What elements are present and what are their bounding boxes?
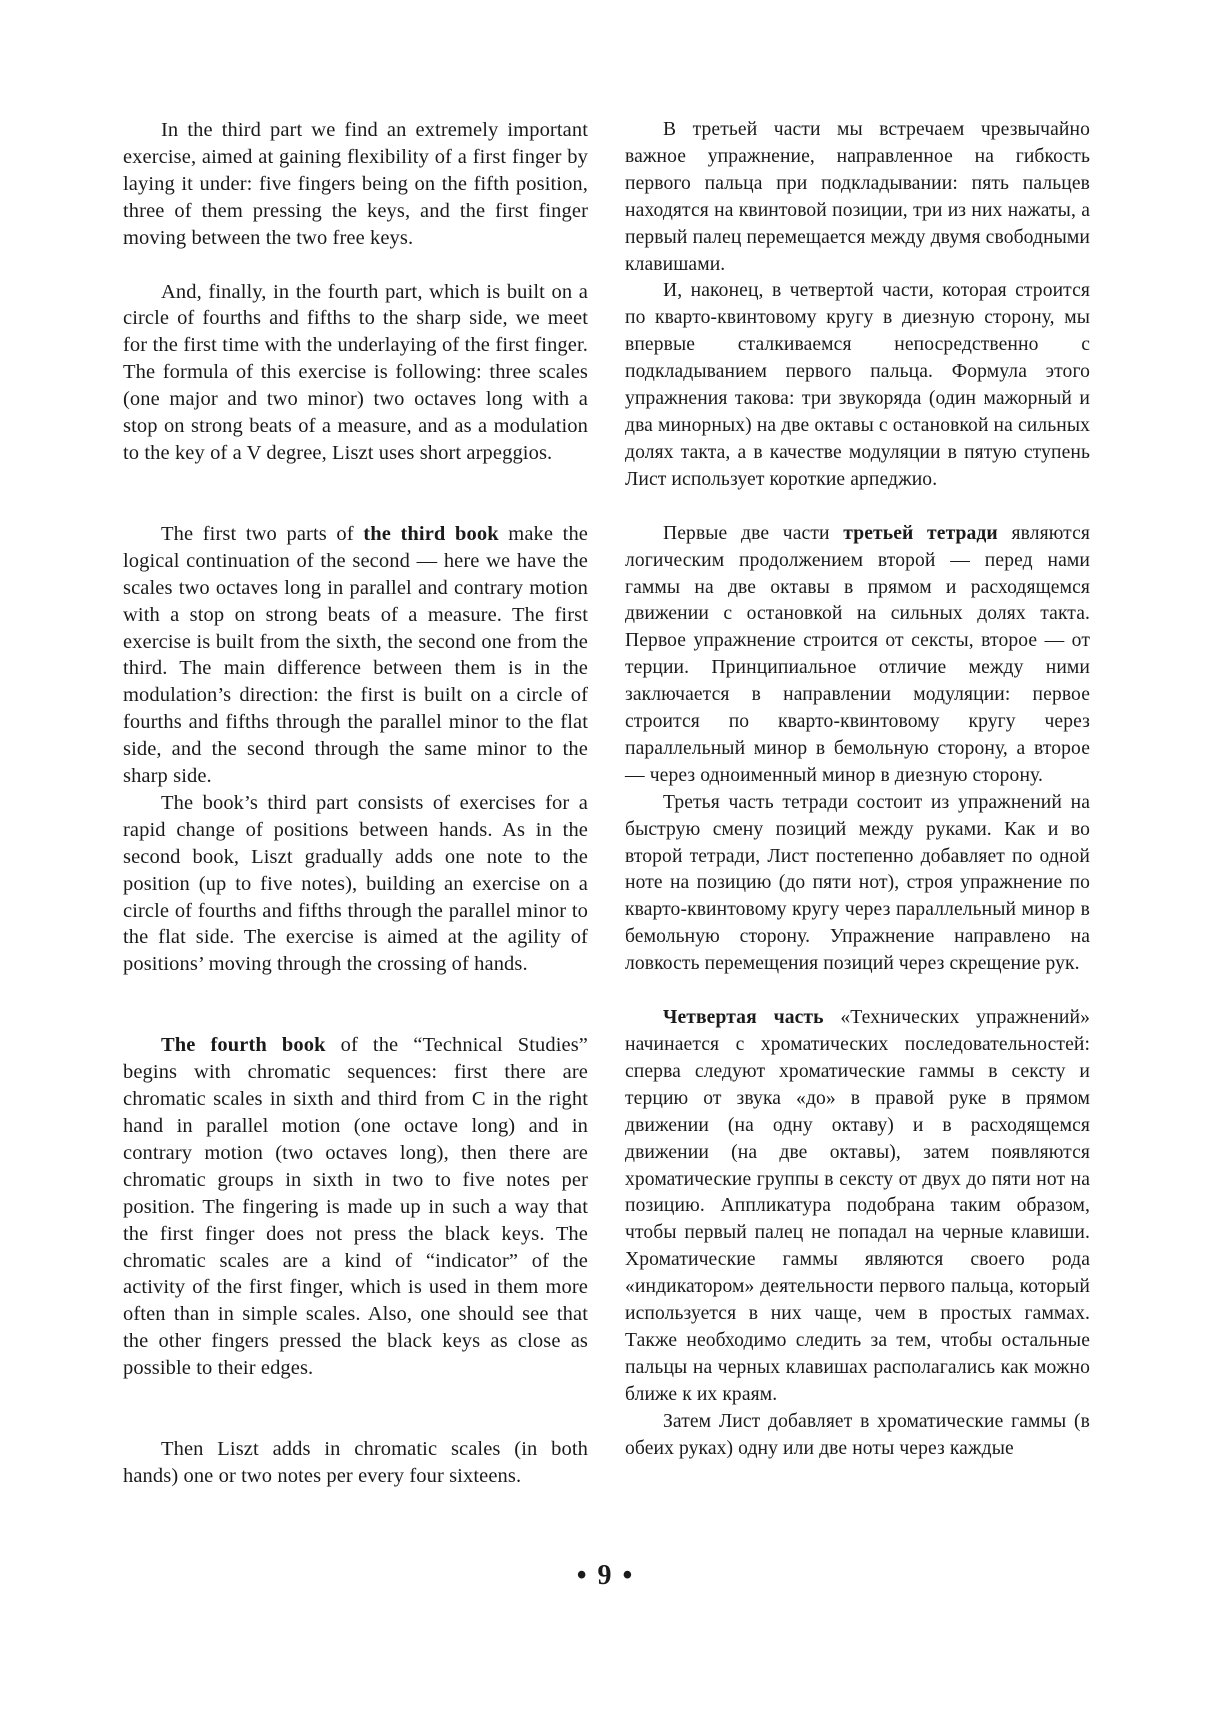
russian-fourth-part-emphasis: Четвертая часть xyxy=(663,1007,824,1029)
russian-paragraph-3 xyxy=(625,521,1090,790)
russian-paragraph-5 xyxy=(625,1005,1090,1409)
english-paragraph-5 xyxy=(123,1032,588,1382)
english-paragraph-1: In the third part we find an extremely important exercise, aimed at gaining flexibility of a first finger by laying it under: five fingers being on the fifth position, three of them pressing the keys, and the first finger moving between the two free keys. xyxy=(123,119,588,249)
russian-column xyxy=(625,117,1090,1463)
russian-paragraph-3-text-cont: являются логическим продолжением второй — перед нами гаммы на две октавы в прямом и расходящемся движении с остановкой на сильных долях такта. Первое упражнение строится от сексты, второе — от терции. Принципиальное отличие между ними заключается в направлении модуляции: первое строится по кварто-квинтовому кругу через параллельный минор в бемольную сторону, а второе — через одноименный минор в диезную сторону. xyxy=(625,522,1090,786)
english-paragraph-2: And, finally, in the fourth part, which is built on a circle of fourths and fifths to the sharp side, we meet for the first time with the underlaying of the first finger. The formula of this exercise is following: three scales (one major and two minor) two octaves long with a stop on strong beats of a measure, and as a modulation to the key of a V degree, Liszt uses short arpeggios. xyxy=(123,280,588,464)
page-number: • 9 • xyxy=(576,1560,635,1591)
english-paragraph-3-text-cont: make the logical continuation of the second — here we have the scales two octaves long in parallel and contrary motion with a stop on strong beats of a measure. The first exercise is built from the sixth, the second one from the third. The main difference between them is in the modulation’s direction: the first is built on a circle of fourths and fifths through the parallel minor to the flat side, and the second through the same minor to the sharp side. xyxy=(123,522,589,788)
russian-paragraph-4: Третья часть тетради состоит из упражнений на быструю смену позиций между руками. Как и во второй тетради, Лист постепенно добавляет по одной ноте на позицию (до пяти нот), строя упражнение по кварто-квинтовому кругу через параллельный минор в бемольную сторону. Упражнение направлено на ловкость перемещения позиций через скрещение рук. xyxy=(625,791,1090,975)
english-paragraph-3 xyxy=(123,521,588,790)
russian-third-book-emphasis: третьей тетради xyxy=(843,522,998,544)
russian-paragraph-6: Затем Лист добавляет в хроматические гаммы (в обеих руках) одну или две ноты через каждые xyxy=(625,1410,1090,1459)
english-column xyxy=(123,117,588,1490)
english-fourth-book-emphasis: The fourth book xyxy=(161,1034,326,1057)
english-third-book-emphasis: the third book xyxy=(363,522,499,545)
english-paragraph-5-text: of the “Technical Studies” begins with chromatic sequences: first there are chromatic scales in sixth and third from C in the right hand in parallel motion (one octave long) and in contrary motion (two octaves long), then there are chromatic groups in sixth in two to five notes per position. The fingering is made up in such a way that the first finger does not press the black keys. The chromatic scales are a kind of “indicator” of the activity of the first finger, which is used in them more often than in simple scales. Also, one should see that the other fingers pressed the black keys as close as possible to their edges. xyxy=(123,1034,589,1380)
russian-paragraph-5-text: «Технических упражнений» начинается с хроматических последовательностей: сперва следуют хроматические гаммы в сексту и терцию от звука «до» в правой руке в прямом движении (на одну октаву) и в расходящемся движении (на две октавы), затем появляются хроматические группы в сексту от двух до пяти нот на позицию. Аппликатура подобрана таким образом, чтобы первый палец не попадал на черные клавиши. Хроматические гаммы являются своего рода «индикатором» деятельности первого пальца, который используется в них чаще, чем в простых гаммах. Также необходимо следить за тем, чтобы остальные пальцы на черных клавишах располагались как можно ближе к их краям. xyxy=(625,1007,1091,1405)
english-paragraph-6: Then Liszt adds in chromatic scales (in both hands) one or two notes per every four sixteens. xyxy=(123,1438,588,1487)
russian-paragraph-2: И, наконец, в четвертой части, которая строится по кварто-квинтовому кругу в диезную сторону, мы впервые сталкиваемся непосредственно с подкладыванием первого пальца. Формула этого упражнения такова: три звукоряда (один мажорный и два минорных) на две октавы с остановкой на сильных долях такта, а в качестве модуляции в пятую ступень Лист использует короткие арпеджио. xyxy=(625,280,1090,490)
english-paragraph-3-text: The first two parts of xyxy=(161,522,364,545)
russian-paragraph-1: В третьей части мы встречаем чрезвычайно важное упражнение, направленное на гибкость первого пальца при подкладывании: пять пальцев находятся на квинтовой позиции, три из них нажаты, а первый палец перемещается между двумя свободными клавишами. xyxy=(625,119,1090,275)
english-paragraph-4: The book’s third part consists of exercises for a rapid change of positions between hands. As in the second book, Liszt gradually adds one note to the position (up to five notes), building an exercise on a circle of fourths and fifths through the parallel minor to the flat side. The exercise is aimed at the agility of positions’ moving through the crossing of hands. xyxy=(123,791,588,976)
russian-paragraph-3-text: Первые две части xyxy=(663,522,844,544)
